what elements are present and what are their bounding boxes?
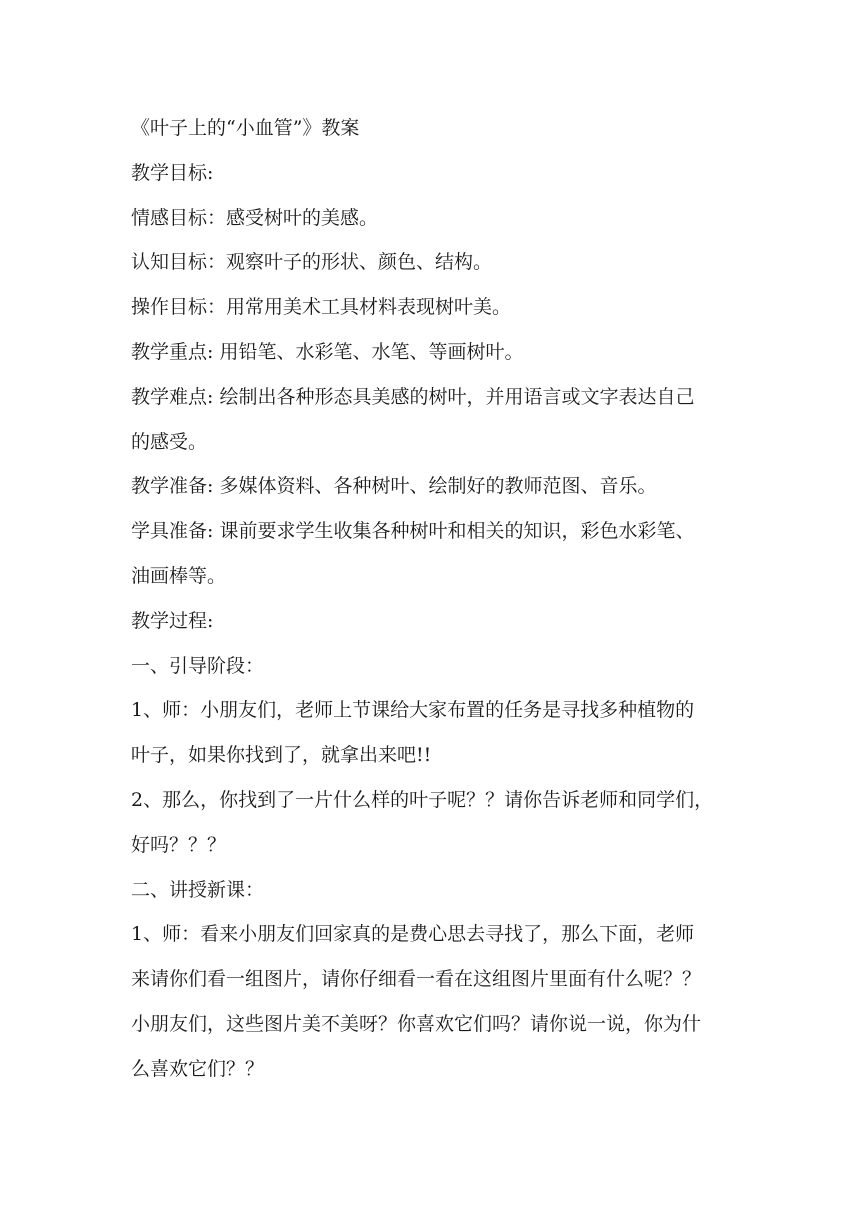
- document-title: 《叶子上的“小血管”》教案: [131, 117, 360, 139]
- text-line: 叶子，如果你找到了，就拿出来吧!!: [131, 744, 432, 767]
- text-line: 操作目标：用常用美术工具材料表现树叶美。: [131, 296, 512, 319]
- section-heading-new-lesson: 二、讲授新课：: [131, 878, 265, 901]
- text-line: 教学重点: 用铅笔、水彩笔、水笔、等画树叶。: [131, 340, 524, 363]
- text-line: 1、师：看来小朋友们回家真的是费心思去寻找了，那么下面，老师: [131, 923, 695, 946]
- document-page: [131, 106, 735, 1092]
- text-line: 油画棒等。: [131, 564, 227, 587]
- text-line: 教学准备: 多媒体资料、各种树叶、绘制好的教师范图、音乐。: [131, 475, 657, 498]
- text-line: 情感目标：感受树叶的美感。: [131, 206, 379, 229]
- text-line: 认知目标：观察叶子的形状、颜色、结构。: [131, 251, 493, 274]
- text-line: 来请你们看一组图片，请你仔细看一看在这组图片里面有什么呢？？: [131, 968, 702, 991]
- section-heading-guide: 一、引导阶段：: [131, 654, 265, 677]
- section-heading-process: 教学过程:: [131, 609, 214, 632]
- text-line: 教学难点: 绘制出各种形态具美感的树叶，并用语言或文字表达自己: [131, 385, 695, 408]
- text-line: 2、那么，你找到了一片什么样的叶子呢？？请你告诉老师和同学们，: [131, 788, 714, 811]
- text-line: 1、师：小朋友们，老师上节课给大家布置的任务是寻找多种植物的: [131, 699, 695, 722]
- text-line: 的感受。: [131, 430, 208, 453]
- text-line: 小朋友们，这些图片美不美呀？你喜欢它们吗？请你说一说，你为什: [131, 1012, 702, 1035]
- section-heading-objectives: 教学目标:: [131, 161, 214, 184]
- text-line: 学具准备: 课前要求学生收集各种树叶和相关的知识，彩色水彩笔、: [131, 520, 695, 543]
- text-line: 么喜欢它们？？: [131, 1057, 265, 1080]
- text-line: 好吗？？？: [131, 833, 227, 856]
